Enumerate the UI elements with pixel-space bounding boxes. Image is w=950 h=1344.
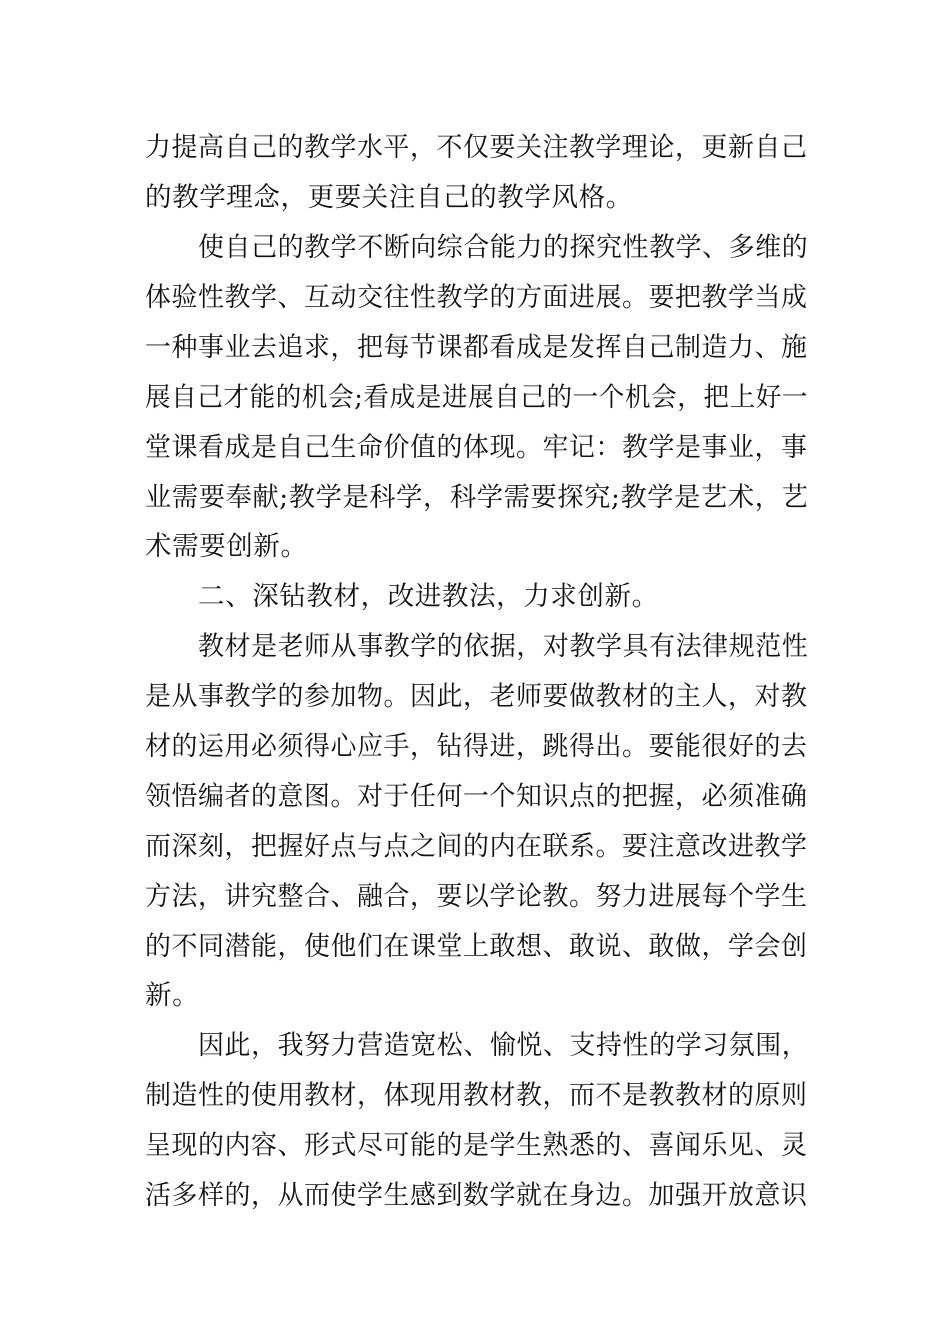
line-text: 是从事教学的参加物。因此，老师要做教材的主人，对教 bbox=[145, 681, 808, 712]
text-line bbox=[0, 1026, 950, 1066]
text-line bbox=[0, 478, 950, 518]
text-line bbox=[0, 877, 950, 917]
text-line bbox=[0, 128, 950, 168]
text-line bbox=[0, 278, 950, 318]
line-text: 的教学理念，更要关注自己的教学风格。 bbox=[145, 182, 633, 213]
line-text: 力提高自己的教学水平，不仅要关注教学理论，更新自己 bbox=[145, 132, 808, 163]
text-line bbox=[0, 1126, 950, 1166]
text-line bbox=[0, 1176, 950, 1216]
line-text: 术需要创新。 bbox=[145, 531, 308, 562]
line-text: 材的运用必须得心应手，钻得进，跳得出。要能很好的去 bbox=[145, 731, 808, 762]
line-text: 领悟编者的意图。对于任何一个知识点的把握，必须准确 bbox=[145, 781, 808, 812]
line-text: 活多样的，从而使学生感到数学就在身边。加强开放意识 bbox=[145, 1180, 808, 1211]
line-text: 制造性的使用教材，体现用教材教，而不是教教材的原则 bbox=[145, 1080, 808, 1111]
line-text: 呈现的内容、形式尽可能的是学生熟悉的、喜闻乐见、灵 bbox=[145, 1130, 808, 1161]
text-line bbox=[0, 827, 950, 867]
line-text: 教材是老师从事教学的依据，对教学具有法律规范性 bbox=[198, 631, 809, 662]
text-line bbox=[0, 328, 950, 368]
text-line bbox=[0, 777, 950, 817]
line-text: 业需要奉献;教学是科学，科学需要探究;教学是艺术，艺 bbox=[145, 482, 809, 513]
line-text: 展自己才能的机会;看成是进展自己的一个机会，把上好一 bbox=[145, 382, 809, 413]
line-text: 体验性教学、互动交往性教学的方面进展。要把教学当成 bbox=[145, 282, 808, 313]
text-line bbox=[0, 178, 950, 218]
line-text: 新。 bbox=[145, 980, 200, 1011]
text-line bbox=[0, 228, 950, 268]
text-line bbox=[0, 627, 950, 667]
line-text: 使自己的教学不断向综合能力的探究性教学、多维的 bbox=[198, 232, 809, 263]
line-text: 一种事业去追求，把每节课都看成是发挥自己制造力、施 bbox=[145, 332, 808, 363]
line-text: 因此，我努力营造宽松、愉悦、支持性的学习氛围， bbox=[198, 1030, 809, 1061]
text-line bbox=[0, 727, 950, 767]
text-line bbox=[0, 1076, 950, 1116]
text-line bbox=[0, 428, 950, 468]
line-text: 的不同潜能，使他们在课堂上敢想、敢说、敢做，学会创 bbox=[145, 931, 808, 962]
text-line bbox=[0, 976, 950, 1016]
line-text: 方法，讲究整合、融合，要以学论教。努力进展每个学生 bbox=[145, 881, 808, 912]
text-line bbox=[0, 927, 950, 967]
text-line bbox=[0, 677, 950, 717]
line-text: 堂课看成是自己生命价值的体现。牢记：教学是事业，事 bbox=[145, 432, 808, 463]
text-line bbox=[0, 378, 950, 418]
line-text: 二、深钻教材，改进教法，力求创新。 bbox=[198, 581, 659, 612]
line-text: 而深刻，把握好点与点之间的内在联系。要注意改进教学 bbox=[145, 831, 808, 862]
text-line bbox=[0, 577, 950, 617]
text-line bbox=[0, 527, 950, 567]
